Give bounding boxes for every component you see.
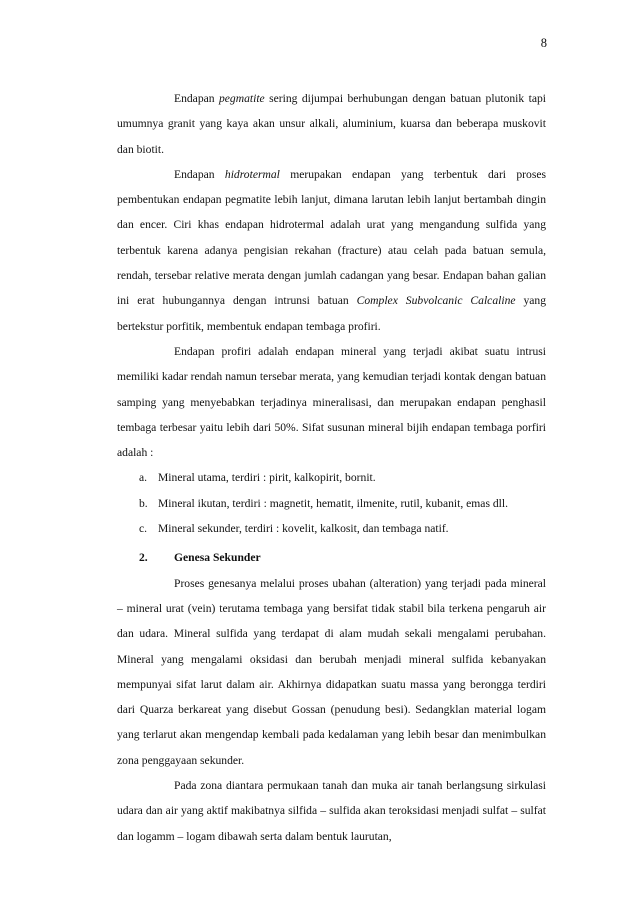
section-title: Genesa Sekunder	[174, 551, 261, 565]
paragraph-genesa-1: Proses genesanya melalui proses ubahan (alteration) yang terjadi pada mineral – mineral urat (vein) terutama tembaga yang bersifat tidak stabil bila terkena pengaruh air dan udara. Mineral sulfida yang terdapat di alam mudah sekali mengalami perubahan. Mineral yang mengalami oksidasi dan berubah menjadi mineral sulfida kebanyakan mempunyai sifat larut dalam air. Akhirnya didapatkan suatu massa yang berongga terdiri dari Quarza berkareat yang disebut Gossan (penudung besi). Sedangklan material logam yang terlarut akan mengendap kembali pada kedalaman yang lebih besar dan menimbulkan zona penggayaan sekunder.	[117, 576, 546, 767]
paragraph-porfiri: Endapan profiri adalah endapan mineral yang terjadi akibat suatu intrusi memiliki kadar rendah namun tersebar merata, yang kemudian terjadi kontak dengan batuan samping yang menyebabkan terjadinya mineralisasi, dan merupakan endapan penghasil tembaga terbesar yaitu lebih dari 50%. Sifat susunan mineral bijih endapan tembaga porfiri adalah :	[117, 344, 546, 460]
list-item-text: Mineral sekunder, terdiri : kovelit, kalkosit, dan tembaga natif.	[158, 522, 449, 536]
paragraph-hidrotermal	[117, 162, 546, 339]
text-run: merupakan endapan yang terbentuk dari proses pembentukan endapan pegmatite lebih lanjut, dimana larutan lebih lanjut bertambah dingin dan encer. Ciri khas endapan hidrotermal adalah urat yang mengandung sulfida yang terbentuk karena adanya pengisian rekahan (fracture) atau celah pada batuan semula, rendah, tersebar relative merata dengan jumlah cadangan yang besar. Endapan bahan galian ini erat hubungannya dengan intrunsi batuan	[117, 167, 546, 308]
list-item-text: Mineral utama, terdiri : pirit, kalkopirit, bornit.	[158, 471, 376, 485]
text-run: yang bertekstur porfitik, membentuk endapan tembaga profiri.	[117, 294, 547, 333]
page-number: 8	[540, 36, 547, 50]
list-marker: c.	[139, 522, 148, 536]
list-marker: b.	[139, 496, 148, 510]
section-heading	[117, 545, 546, 570]
italic-term: hidrotermal	[224, 167, 280, 181]
paragraph-pegmatite	[117, 86, 546, 162]
italic-term: pegmatite	[218, 92, 265, 105]
italic-term: Complex Subvolcanic Calcaline	[356, 294, 516, 308]
section-number: 2.	[139, 551, 148, 565]
list-item	[117, 516, 546, 541]
mineral-list	[117, 465, 546, 541]
list-item	[117, 465, 546, 490]
list-marker: a.	[139, 471, 148, 485]
text-run: sering dijumpai berhubungan dengan batuan plutonik tapi umumnya granit yang kaya akan unsur alkali, aluminium, kuarsa dan beberapa muskovit dan biotit.	[117, 92, 546, 156]
document-body	[117, 86, 546, 849]
text-run: Endapan	[174, 92, 219, 105]
paragraph-genesa-2: Pada zona diantara permukaan tanah dan muka air tanah berlangsung sirkulasi udara dan air yang aktif makibatnya silfida – sulfida akan teroksidasi menjadi sulfat – sulfat dan logamm – logam dibawah serta dalam bentuk laurutan,	[117, 779, 546, 843]
list-item-text: Mineral ikutan, terdiri : magnetit, hematit, ilmenite, rutil, kubanit, emas dll.	[158, 496, 508, 510]
list-item	[117, 491, 546, 516]
text-run: Endapan	[174, 167, 225, 181]
